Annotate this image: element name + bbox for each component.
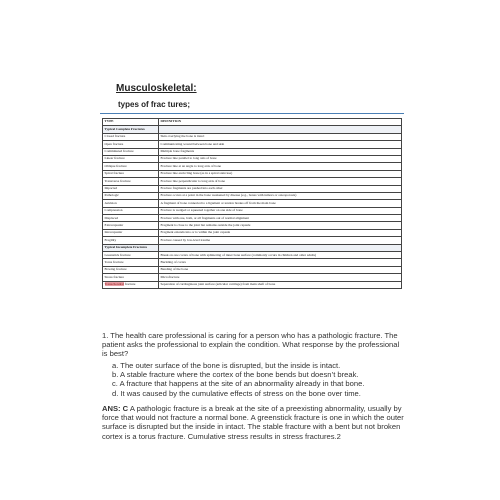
table-row xyxy=(103,281,402,288)
table-row xyxy=(103,274,402,281)
fracture-type-cell: Open fracture xyxy=(103,141,159,148)
table-row xyxy=(103,133,402,140)
table-body xyxy=(103,126,402,289)
heading-divider xyxy=(100,113,404,114)
fracture-definition-cell: Buckling of cortex xyxy=(159,259,402,266)
fracture-definition-cell: Multiple bone fragments xyxy=(159,148,402,155)
answer-label: ANS: C xyxy=(102,404,129,413)
fracture-definition-cell: Fragment extends into or is within the joint capsule xyxy=(159,229,402,236)
fracture-definition-cell: Skin overlying the bone is intact xyxy=(159,133,402,140)
fracture-definition-cell: Break on one cortex of bone with splintering of inner bone surface (commonly occurs in children and older adults) xyxy=(159,252,402,259)
fracture-type-cell: Transverse fracture xyxy=(103,178,159,185)
table-row xyxy=(103,163,402,170)
highlighted-term: Transchondral xyxy=(104,282,124,287)
table-row xyxy=(103,229,402,236)
fracture-type-cell: Linear fracture xyxy=(103,155,159,162)
fracture-definition-cell xyxy=(159,244,402,251)
table-section-row xyxy=(103,244,402,251)
table-section-row xyxy=(103,126,402,133)
fracture-definition-cell: Fragment is close to the joint but remains outside the joint capsule xyxy=(159,222,402,229)
fracture-types-table xyxy=(102,118,402,289)
table-row xyxy=(103,207,402,214)
table-row xyxy=(103,148,402,155)
fracture-definition-cell: Separation of cartilaginous joint surface (articular cartilage) from main shaft of bone xyxy=(159,281,402,288)
fracture-definition-cell: Fracture caused by low-level trauma xyxy=(159,237,402,244)
table-row xyxy=(103,215,402,222)
answer-options xyxy=(112,361,404,398)
fracture-type-cell: Closed fracture xyxy=(103,133,159,140)
fracture-definition-cell: Communicating wound between bone and skin xyxy=(159,141,402,148)
option-b: b. A stable fracture where the cortex of the bone bends but doesn’t break. xyxy=(112,370,359,380)
fracture-type-cell xyxy=(103,281,159,288)
table-header-row xyxy=(103,119,402,126)
fracture-type-cell: Torus fracture xyxy=(103,259,159,266)
column-header-definition: DEFINITION xyxy=(159,119,402,126)
fracture-definition-cell: Fracture fragments are pushed into each other xyxy=(159,185,402,192)
fracture-definition-cell: Fracture line perpendicular to long axis of bone xyxy=(159,178,402,185)
fracture-type-cell: Avulsion xyxy=(103,200,159,207)
fracture-type-cell: Greenstick fracture xyxy=(103,252,159,259)
table-row xyxy=(103,141,402,148)
fracture-type-cell: Pathologic xyxy=(103,192,159,199)
column-header-type: TYPE xyxy=(103,119,159,126)
fracture-type-rest: fracture xyxy=(123,282,136,287)
fracture-type-cell: Extracapsular xyxy=(103,222,159,229)
table-row xyxy=(103,259,402,266)
table-row xyxy=(103,178,402,185)
answer-explanation: A pathologic fracture is a break at the site of a preexisting abnormality, usually by force that would not fracture a normal bone. A greenstick fracture is one in which the outer surface is disrupted but the inside in intact. The stable fracture with a bent but not broken cortex is a torus fracture. Cumulative stress results in stress fractures.2 xyxy=(102,404,404,441)
fracture-definition-cell: A fragment of bone connected to a ligament or tendon breaks off from the main bone xyxy=(159,200,402,207)
table-row xyxy=(103,155,402,162)
answer-rationale xyxy=(102,404,406,441)
fracture-definition-cell: Fracture occurs at a point in the bone weakened by disease (e.g., bones with tumors or osteoporosis) xyxy=(159,192,402,199)
fracture-type-cell: Fragility xyxy=(103,237,159,244)
fracture-definition-cell: Microfracture xyxy=(159,274,402,281)
fracture-definition-cell: Fracture line at an angle to long axis of bone xyxy=(159,163,402,170)
table-row xyxy=(103,237,402,244)
fracture-type-cell: Impacted xyxy=(103,185,159,192)
question-text: 1. The health care professional is caring for a person who has a pathologic fracture. The patient asks the professional to explain the condition. What response by the professional is best? xyxy=(102,331,400,358)
section-title: Typical Complete Fractures xyxy=(103,126,159,133)
option-d: d. It was caused by the cumulative effects of stress on the bone over time. xyxy=(112,388,361,398)
fracture-type-cell: Comminuted fracture xyxy=(103,148,159,155)
fracture-type-cell: Spiral fracture xyxy=(103,170,159,177)
option-a: a. The outer surface of the bone is disrupted, but the inside is intact. xyxy=(112,361,341,370)
table-row xyxy=(103,200,402,207)
fracture-type-cell: Compression xyxy=(103,207,159,214)
fracture-definition-cell: Fracture line parallel to long axis of bone xyxy=(159,155,402,162)
fracture-type-cell: Oblique fracture xyxy=(103,163,159,170)
option-c: c. A fracture that happens at the site of an abnormality already in that bone. xyxy=(112,379,365,389)
fracture-definition-cell: Bending of the bone xyxy=(159,266,402,273)
table-row xyxy=(103,185,402,192)
fracture-definition-cell: Fracture is wedged or squeezed together on one side of bone xyxy=(159,207,402,214)
page-subheading: types of frac tures; xyxy=(118,100,191,109)
table-row xyxy=(103,192,402,199)
table-row xyxy=(103,252,402,259)
fracture-definition-cell: Fracture with one, both, or all fragments out of normal alignment xyxy=(159,215,402,222)
fracture-definition-cell xyxy=(159,126,402,133)
table-row xyxy=(103,170,402,177)
fracture-type-cell: Displaced xyxy=(103,215,159,222)
fracture-definition-cell: Fracture line encircling bone (as in a spiral staircase) xyxy=(159,170,402,177)
table-row xyxy=(103,222,402,229)
fracture-type-cell: Intracapsular xyxy=(103,229,159,236)
fracture-type-cell: Stress fracture xyxy=(103,274,159,281)
page-heading: Musculoskeletal: xyxy=(116,83,197,94)
section-title: Typical Incomplete Fractures xyxy=(103,244,159,251)
table-row xyxy=(103,266,402,273)
fracture-type-cell: Bowing fracture xyxy=(103,266,159,273)
